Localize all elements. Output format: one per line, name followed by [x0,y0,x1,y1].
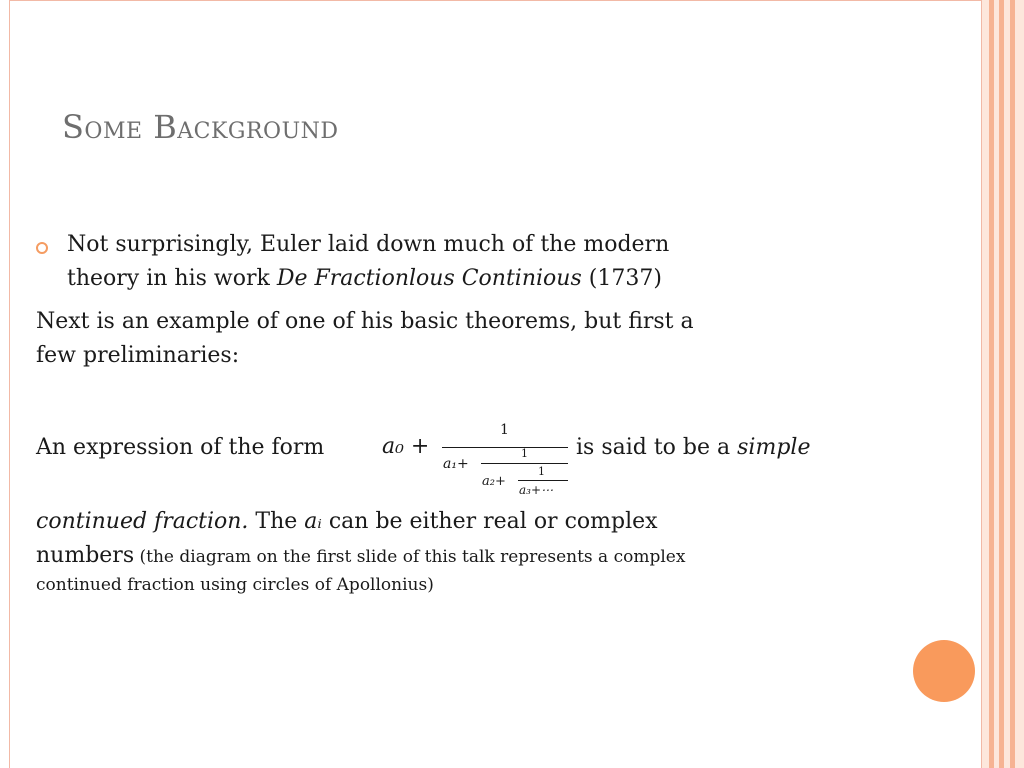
bullet-line-2-prefix: theory in his work [67,266,277,291]
definition-line-2 [36,505,658,538]
formula-denominator-3: a₃+⋯ [519,483,554,497]
definition-prefix: An expression of the form [36,435,325,460]
border-stripe [1015,0,1024,768]
definition-suffix-text: is said to be a [576,435,731,460]
note-part-1: (the diagram on the first slide of this talk represents a complex [134,547,686,567]
bullet-line-2 [67,262,662,295]
note-part-2: continued fraction using circles of Apollonius) [36,575,434,595]
border-stripe [982,0,989,768]
definition-simple: simple [737,435,811,460]
paragraph-line-1: Next is an example of one of his basic theorems, but first a [36,309,694,334]
work-year: (1737) [581,266,662,291]
continued-fraction-formula [380,420,580,500]
fraction-bar-2 [481,463,568,464]
frame-line-left [9,0,10,768]
formula-denominator-2: a₂+ [482,474,506,489]
bullet-circle-icon [36,242,48,254]
definition-term: continued fraction. [36,509,249,534]
slide-title: Some Background [62,108,339,146]
definition-line-2-the: The [248,509,298,534]
definition-suffix [576,431,810,464]
decorative-right-border [982,0,1024,768]
formula-denominator-1: a₁+ [443,456,469,472]
numbers-word: numbers [36,543,135,568]
bullet-line-1: Not surprisingly, Euler laid down much of the modern [67,232,670,257]
fraction-bar-1 [442,447,568,448]
formula-numerator-1: 1 [500,422,509,438]
formula-ai: aᵢ [304,509,322,534]
paragraph-line-2: few preliminaries: [36,343,240,368]
frame-line-top [9,0,981,1]
formula-numerator-2: 1 [521,447,528,460]
definition-line-2-rest: can be either real or complex [328,509,658,534]
formula-a0: a₀ + [382,434,430,459]
fraction-bar-3 [518,480,568,481]
work-title: De Fractionlous Continious [276,266,582,291]
formula-numerator-3: 1 [538,465,545,478]
orange-circle-decoration [913,640,975,702]
